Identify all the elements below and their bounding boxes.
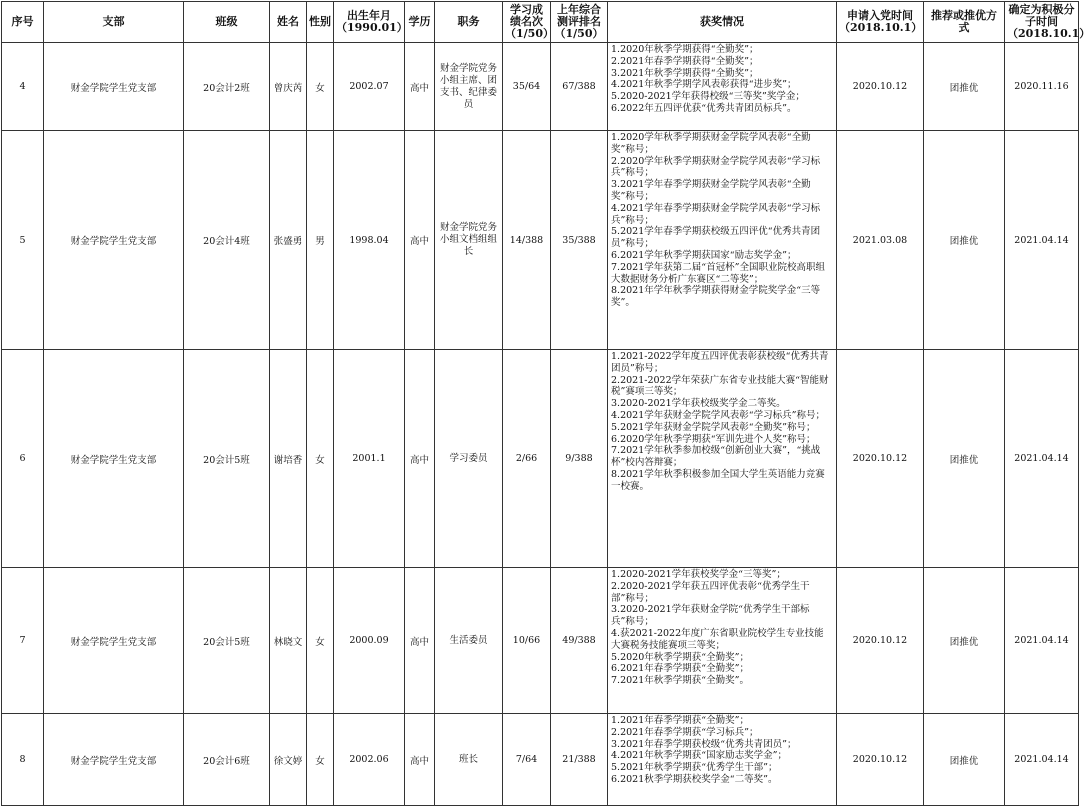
cell-position: 财金学院党务小组主席、团支书、纪律委员 xyxy=(435,43,503,131)
header-awards: 获奖情况 xyxy=(608,2,837,43)
header-row xyxy=(2,2,1079,43)
header-education: 学历 xyxy=(405,2,435,43)
cell-name: 曾庆芮 xyxy=(270,43,307,131)
cell-class: 20会计5班 xyxy=(184,568,270,714)
cell-method: 团推优 xyxy=(924,131,1005,350)
cell-seq: 5 xyxy=(2,131,44,350)
cell-awards xyxy=(608,568,837,714)
cell-branch: 财金学院学生党支部 xyxy=(44,131,184,350)
cell-study-rank: 35/64 xyxy=(503,43,551,131)
cell-position: 学习委员 xyxy=(435,350,503,568)
cell-awards xyxy=(608,714,837,806)
cell-method: 团推优 xyxy=(924,568,1005,714)
award-item: 2.2021年春季学期获得“全勤奖”； xyxy=(611,55,759,67)
award-item: 4.2021学年春季学期获财金学院学风表彰“学习标兵”称号； xyxy=(611,202,821,226)
cell-eval-rank: 21/388 xyxy=(551,714,608,806)
cell-seq: 7 xyxy=(2,568,44,714)
award-item: 2.2021年春季学期获“学习标兵”； xyxy=(611,726,759,738)
cell-education: 高中 xyxy=(405,350,435,568)
cell-birth: 2001.1 xyxy=(334,350,405,568)
activist-roster-table xyxy=(1,1,1090,806)
award-item: 7.2021学年获第二届“首冠杯”全国职业院校高职组大数据财务分析广东赛区“二等奖”； xyxy=(611,261,825,285)
header-confirm-date: 确定为积极分子时间（2018.10.1） xyxy=(1005,2,1079,43)
cell-method: 团推优 xyxy=(924,350,1005,568)
award-item: 8.2021年学年秋季学期获得财金学院奖学金“三等奖”。 xyxy=(611,285,821,309)
header-name: 姓名 xyxy=(270,2,307,43)
cell-apply-date: 2020.10.12 xyxy=(837,350,924,568)
cell-name: 谢培香 xyxy=(270,350,307,568)
cell-position: 财金学院党务小组文档组组长 xyxy=(435,131,503,350)
award-item: 5.2021学年春季学期获校级五四评优“优秀共青团员”称号； xyxy=(611,226,821,250)
award-item: 1.2020-2021学年获校奖学金“三等奖”； xyxy=(611,569,786,580)
award-item: 3.2021学年春季学期获财金学院学风表彰“全勤奖”称号； xyxy=(611,179,811,202)
cell-seq: 6 xyxy=(2,350,44,568)
table-body xyxy=(2,43,1079,806)
award-item: 6.2021年春季学期获“全勤奖”； xyxy=(611,663,749,675)
cell-birth: 1998.04 xyxy=(334,131,405,350)
award-item: 8.2021学年秋季积极参加全国大学生英语能力竞赛一校赛。 xyxy=(611,468,825,492)
cell-position: 生活委员 xyxy=(435,568,503,714)
cell-confirm-date: 2020.11.16 xyxy=(1005,43,1079,131)
cell-apply-date: 2020.10.12 xyxy=(837,714,924,806)
cell-birth: 2002.06 xyxy=(334,714,405,806)
award-item: 7.2021年秋季学期获“全勤奖”。 xyxy=(611,675,749,687)
award-item: 7.2021学年秋季参加校级“创新创业大赛”，“挑战杯”校内答辩赛； xyxy=(611,445,821,469)
cell-birth: 2002.07 xyxy=(334,43,405,131)
cell-seq: 4 xyxy=(2,43,44,131)
header-apply-date: 申请入党时间（2018.10.1） xyxy=(837,2,924,43)
award-item: 2.2020学年秋季学期获财金学院学风表彰“学习标兵”称号； xyxy=(611,155,821,179)
cell-class: 20会计6班 xyxy=(184,714,270,806)
cell-eval-rank: 67/388 xyxy=(551,43,608,131)
award-item: 1.2020学年秋季学期获财金学院学风表彰“全勤奖”称号； xyxy=(611,132,811,155)
award-item: 6.2021秋季学期获校奖学金“二等奖”。 xyxy=(611,773,778,785)
award-item: 5.2021学年获财金学院学风表彰“全勤奖”称号； xyxy=(611,421,816,433)
award-item: 4.2021年秋季学期获“国家励志奖学金”； xyxy=(611,750,787,762)
award-item: 3.2021年秋季学期获得“全勤奖”； xyxy=(611,67,759,79)
table-row xyxy=(2,350,1079,568)
cell-class: 20会计4班 xyxy=(184,131,270,350)
cell-confirm-date: 2021.04.14 xyxy=(1005,714,1079,806)
header-class: 班级 xyxy=(184,2,270,43)
cell-eval-rank: 35/388 xyxy=(551,131,608,350)
cell-education: 高中 xyxy=(405,131,435,350)
award-item: 1.2021年春季学期获“全勤奖”； xyxy=(611,715,749,726)
award-item: 3.2020-2021学年获校级奖学金二等奖。 xyxy=(611,398,786,410)
award-item: 1.2021-2022学年度五四评优表彰获校级“优秀共青团员”称号； xyxy=(611,351,829,374)
award-item: 1.2020年秋季学期获得“全勤奖”； xyxy=(611,44,759,55)
cell-awards xyxy=(608,131,837,350)
cell-birth: 2000.09 xyxy=(334,568,405,714)
header-seq: 序号 xyxy=(2,2,44,43)
cell-awards xyxy=(608,43,837,131)
cell-branch: 财金学院学生党支部 xyxy=(44,350,184,568)
cell-seq: 8 xyxy=(2,714,44,806)
cell-confirm-date: 2021.04.14 xyxy=(1005,131,1079,350)
table-header xyxy=(2,2,1090,43)
cell-gender: 女 xyxy=(307,350,334,568)
award-item: 3.2020-2021学年获财金学院“优秀学生干部标兵”称号； xyxy=(611,604,810,628)
cell-eval-rank: 49/388 xyxy=(551,568,608,714)
award-item: 4.2021学年获财金学院学风表彰“学习标兵”称号； xyxy=(611,409,825,421)
header-study-rank: 学习成绩名次（1/50） xyxy=(503,2,551,43)
cell-gender: 女 xyxy=(307,714,334,806)
cell-branch: 财金学院学生党支部 xyxy=(44,568,184,714)
award-item: 4.获2021-2022年度广东省职业院校学生专业技能大赛税务技能赛项三等奖； xyxy=(611,627,824,651)
header-position: 职务 xyxy=(435,2,503,43)
cell-gender: 女 xyxy=(307,568,334,714)
activist-roster-sheet xyxy=(1,1,1090,798)
cell-study-rank: 2/66 xyxy=(503,350,551,568)
award-item: 6.2022年五四评优获“优秀共青团员标兵”。 xyxy=(611,102,797,114)
cell-education: 高中 xyxy=(405,714,435,806)
cell-awards xyxy=(608,350,837,568)
header-gender: 性别 xyxy=(307,2,334,43)
cell-branch: 财金学院学生党支部 xyxy=(44,714,184,806)
table-row xyxy=(2,131,1079,350)
table-row xyxy=(2,714,1079,806)
cell-education: 高中 xyxy=(405,43,435,131)
cell-method: 团推优 xyxy=(924,714,1005,806)
cell-study-rank: 10/66 xyxy=(503,568,551,714)
header-branch: 支部 xyxy=(44,2,184,43)
award-item: 5.2020-2021学年获得校级“三等奖”奖学金； xyxy=(611,91,805,103)
header-eval-rank: 上年综合测评排名（1/50） xyxy=(551,2,608,43)
cell-confirm-date: 2021.04.14 xyxy=(1005,350,1079,568)
award-item: 2.2020-2021学年获五四评优表彰“优秀学生干部”称号； xyxy=(611,580,810,604)
cell-confirm-date: 2021.04.14 xyxy=(1005,568,1079,714)
cell-apply-date: 2020.10.12 xyxy=(837,43,924,131)
award-item: 5.2021年秋季学期获“优秀学生干部”； xyxy=(611,762,778,774)
cell-apply-date: 2020.10.12 xyxy=(837,568,924,714)
table-row xyxy=(2,568,1079,714)
cell-name: 张盛勇 xyxy=(270,131,307,350)
award-item: 3.2021年春季学期获校级“优秀共青团员”； xyxy=(611,738,797,750)
table-row xyxy=(2,43,1079,131)
award-item: 5.2020年秋季学期获“全勤奖”； xyxy=(611,651,749,663)
cell-name: 徐文婷 xyxy=(270,714,307,806)
award-item: 6.2020学年秋季学期获“军训先进个人奖”称号； xyxy=(611,433,816,445)
cell-position: 班长 xyxy=(435,714,503,806)
cell-education: 高中 xyxy=(405,568,435,714)
cell-eval-rank: 9/388 xyxy=(551,350,608,568)
award-item: 2.2021-2022学年荣获广东省专业技能大赛“智能财税”赛项三等奖； xyxy=(611,374,829,398)
cell-branch: 财金学院学生党支部 xyxy=(44,43,184,131)
award-item: 4.2021年秋季学期学风表彰获得“进步奖”； xyxy=(611,79,797,91)
cell-method: 团推优 xyxy=(924,43,1005,131)
cell-apply-date: 2021.03.08 xyxy=(837,131,924,350)
cell-study-rank: 14/388 xyxy=(503,131,551,350)
cell-gender: 男 xyxy=(307,131,334,350)
header-birth: 出生年月（1990.01） xyxy=(334,2,405,43)
cell-study-rank: 7/64 xyxy=(503,714,551,806)
cell-class: 20会计2班 xyxy=(184,43,270,131)
award-item: 6.2021学年秋季学期获国家“励志奖学金”； xyxy=(611,249,797,261)
cell-gender: 女 xyxy=(307,43,334,131)
cell-class: 20会计5班 xyxy=(184,350,270,568)
cell-name: 林晓文 xyxy=(270,568,307,714)
header-method: 推荐或推优方式 xyxy=(924,2,1005,43)
